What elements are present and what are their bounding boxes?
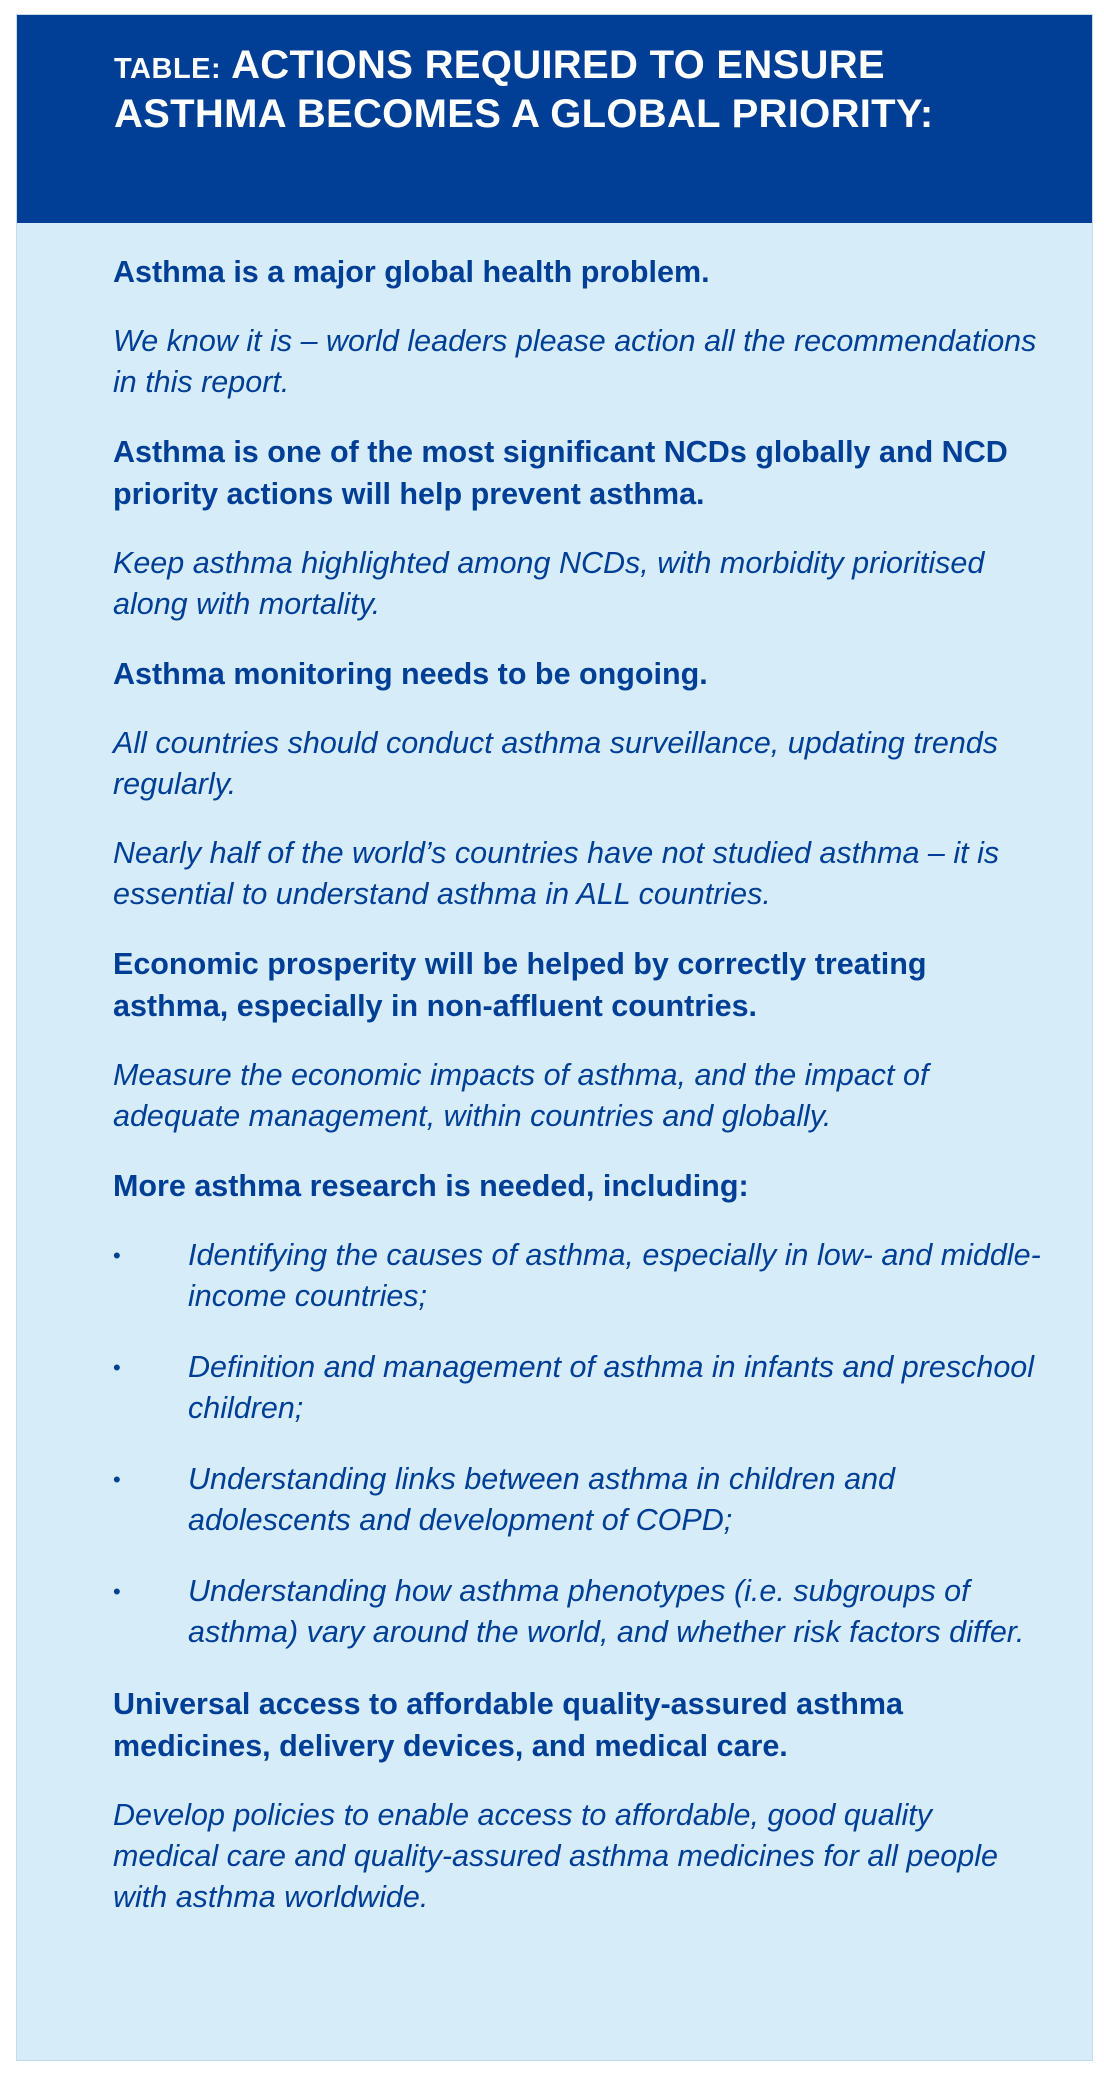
section-note: We know it is – world leaders please action all the recommendations in this report. [113, 324, 1037, 399]
section-note: All countries should conduct asthma surveillance, updating trends regularly. [113, 726, 999, 801]
section-heading: Asthma is a major global health problem. [113, 255, 710, 289]
list-item-text: Understanding how asthma phenotypes (i.e. subgroups of asthma) vary around the world, and whether risk factors differ. [188, 1574, 1025, 1649]
table-content [113, 251, 1043, 1946]
section-heading: Universal access to affordable quality-assured asthma medicines, delivery devices, and medical care. [113, 1687, 903, 1763]
section-note: Nearly half of the world’s countries have not studied asthma – it is essential to understand asthma in ALL countries. [113, 836, 1000, 911]
list-item-text: Understanding links between asthma in children and adolescents and development of COPD; [188, 1462, 896, 1537]
section-heading: Asthma is one of the most significant NCDs globally and NCD priority actions will help prevent asthma. [113, 435, 1008, 511]
list-item [113, 1571, 1043, 1653]
list-item-text: Identifying the causes of asthma, especially in low- and middle-income countries; [188, 1238, 1041, 1313]
section-heading: Asthma monitoring needs to be ongoing. [113, 657, 708, 691]
table-panel [16, 14, 1093, 2061]
section-heading: Economic prosperity will be helped by correctly treating asthma, especially in non-affluent countries. [113, 947, 927, 1023]
table-title [114, 43, 1034, 137]
list-item [113, 1347, 1043, 1429]
bullet-icon: • [113, 1243, 121, 1268]
section-note: Keep asthma highlighted among NCDs, with morbidity prioritised along with mortality. [113, 546, 985, 621]
list-item [113, 1459, 1043, 1541]
title-prefix: TABLE: [114, 53, 222, 85]
table-header [17, 15, 1092, 223]
title-text: ACTIONS REQUIRED TO ENSURE ASTHMA BECOMES A GLOBAL PRIORITY: [114, 43, 934, 136]
bullet-icon: • [113, 1355, 121, 1380]
bullet-icon: • [113, 1467, 121, 1492]
list-item-text: Definition and management of asthma in infants and preschool children; [188, 1350, 1035, 1425]
section-note: Measure the economic impacts of asthma, and the impact of adequate management, within countries and globally. [113, 1058, 929, 1133]
bullet-icon: • [113, 1579, 121, 1604]
research-bullet-list [113, 1235, 1043, 1653]
section-note: Develop policies to enable access to affordable, good quality medical care and quality-assured asthma medicines for all people with asthma worldwide. [113, 1798, 998, 1914]
list-item [113, 1235, 1043, 1317]
section-heading: More asthma research is needed, including: [113, 1169, 749, 1203]
